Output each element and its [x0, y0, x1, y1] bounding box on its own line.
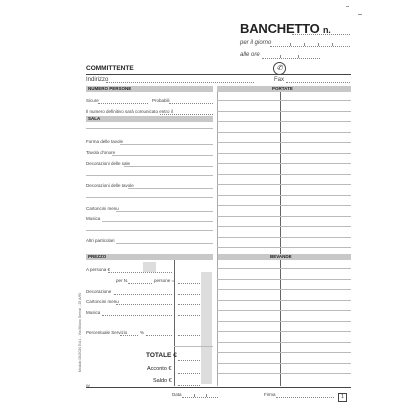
per-il-giorno-field[interactable]: [270, 46, 350, 47]
date-tick: [304, 43, 305, 46]
ruled-line: [217, 300, 351, 301]
title-number-line: [292, 34, 350, 35]
cartoncini-field[interactable]: [116, 304, 172, 305]
per-n-label: per N.: [116, 278, 129, 283]
ruled-line: [217, 184, 351, 185]
rule: [86, 230, 213, 231]
bottom-left-mark: W: [86, 383, 90, 388]
sicure-field[interactable]: [98, 103, 148, 104]
musica-prezzo-amount[interactable]: [178, 315, 200, 316]
altri-particolari-label: Altri particolari: [86, 238, 115, 243]
forma-tavole-label: Forma delle tavole: [86, 139, 124, 144]
percent-sign: %: [140, 330, 145, 335]
date-tick: [332, 43, 333, 46]
percentuale-label: Percentuale Servizio: [86, 330, 128, 335]
page-number: 1: [338, 393, 347, 402]
ruled-line: [217, 226, 351, 227]
corner-mark: [346, 6, 349, 7]
indirizzo-field[interactable]: [106, 82, 254, 83]
data-field[interactable]: [182, 397, 218, 398]
sala-label: SALA: [88, 116, 101, 121]
bottom-line: [86, 387, 351, 388]
ruled-line: [217, 174, 351, 175]
ruled-line: [217, 373, 351, 374]
rule: [128, 188, 213, 189]
rule: [102, 221, 213, 222]
fax-label: Fax: [274, 77, 285, 83]
totale-field[interactable]: [178, 360, 200, 361]
persone-label: persone =: [154, 278, 175, 283]
ruled-line: [217, 142, 351, 143]
musica-prezzo-label: Musica: [86, 310, 101, 315]
cartoncini-amount[interactable]: [178, 304, 200, 305]
ruled-line: [217, 310, 351, 311]
prezzo-shaded-column: [201, 272, 212, 384]
per-n-field[interactable]: [128, 283, 152, 284]
rule: [116, 243, 213, 244]
a-persona-field[interactable]: [108, 272, 172, 273]
corner-mark: [358, 14, 362, 15]
prezzo-label: PREZZO: [88, 254, 107, 259]
a-persona-shaded-box: [143, 262, 156, 272]
ruled-line: [217, 121, 351, 122]
ruled-line: [217, 100, 351, 101]
sicure-label: Sicure: [86, 98, 99, 103]
portate-label: PORTATE: [272, 86, 293, 91]
time-tick: [298, 55, 299, 58]
fax-field[interactable]: [286, 82, 350, 83]
indirizzo-label: Indirizzo: [86, 77, 109, 83]
ruled-line: [217, 279, 351, 280]
numero-persone-label: NUMERO PERSONE: [88, 86, 132, 91]
decorazioni-sale-label: Decorazioni delle sale: [86, 161, 131, 166]
acconto-label: Acconto €: [147, 366, 172, 372]
phone-icon: ✆: [273, 62, 286, 75]
data-tick: [194, 394, 195, 397]
acconto-field[interactable]: [178, 373, 200, 374]
ruled-line: [217, 237, 351, 238]
a-persona-label: A persona €: [86, 267, 111, 272]
ruled-line: [217, 247, 351, 248]
ruled-line: [217, 289, 351, 290]
ruled-line: [217, 342, 351, 343]
saldo-field[interactable]: [178, 385, 200, 386]
sala-bar: [86, 116, 213, 122]
side-print-info: Modulo DU2020 Ed.1 - Via Milano Servizi - 25 A/90: [78, 292, 82, 372]
rule: [124, 166, 213, 167]
ruled-line: [217, 268, 351, 269]
cartoncini-label: Cartoncini menu: [86, 299, 119, 304]
ruled-line: [217, 321, 351, 322]
ruled-line: [217, 195, 351, 196]
firma-label: Firma: [264, 392, 276, 397]
bevande-label: BEVANDE: [270, 254, 292, 259]
rule: [116, 211, 213, 212]
rule: [174, 346, 213, 347]
ruled-line: [217, 205, 351, 206]
ruled-line: [217, 132, 351, 133]
saldo-label: Saldo €: [153, 378, 172, 384]
cartoncini-menu-label: Cartoncini menu: [86, 206, 119, 211]
musica-prezzo-field[interactable]: [102, 315, 172, 316]
persone-total-field[interactable]: [178, 283, 200, 284]
tavola-onore-label: Tavola d'onore: [86, 150, 116, 155]
date-tick: [290, 43, 291, 46]
probabili-field[interactable]: [169, 103, 213, 104]
definitivo-field[interactable]: [160, 114, 213, 115]
ruled-line: [217, 163, 351, 164]
percentuale-amount[interactable]: [178, 335, 200, 336]
ruled-line: [217, 216, 351, 217]
data-label: Data: [172, 392, 182, 397]
rule: [86, 197, 213, 198]
ruled-line: [217, 331, 351, 332]
totale-label: TOTALE €: [146, 352, 177, 359]
decorazione-label: Decorazione: [86, 289, 112, 294]
data-tick: [206, 394, 207, 397]
alle-ore-field[interactable]: [262, 58, 320, 59]
ruled-line: [217, 363, 351, 364]
decorazione-amount[interactable]: [178, 294, 200, 295]
probabili-label: Probabili: [152, 98, 170, 103]
ruled-line: [217, 111, 351, 112]
percentuale-field[interactable]: [120, 335, 138, 336]
ruled-line: [217, 153, 351, 154]
rule: [86, 128, 213, 129]
rule: [120, 144, 213, 145]
alle-ore-label: alle ore: [240, 52, 260, 58]
committente-line: [86, 74, 351, 75]
definitivo-label: Il numero definitivo sarà comunicato entro il: [86, 109, 173, 114]
page-title: BANCHETTO n.: [240, 21, 331, 36]
per-il-giorno-label: per il giorno: [240, 40, 272, 46]
rule: [86, 175, 213, 176]
decorazioni-tavole-label: Decorazioni delle tavole: [86, 183, 134, 188]
musica-label: Musica: [86, 216, 101, 221]
decorazione-field[interactable]: [114, 294, 172, 295]
date-tick: [318, 43, 319, 46]
firma-field[interactable]: [276, 397, 334, 398]
percentuale-amount-field[interactable]: [146, 335, 172, 336]
rule: [112, 155, 213, 156]
committente-label: COMMITTENTE: [86, 65, 134, 72]
prezzo-divider: [174, 260, 175, 386]
ruled-line: [217, 352, 351, 353]
time-tick: [280, 55, 281, 58]
